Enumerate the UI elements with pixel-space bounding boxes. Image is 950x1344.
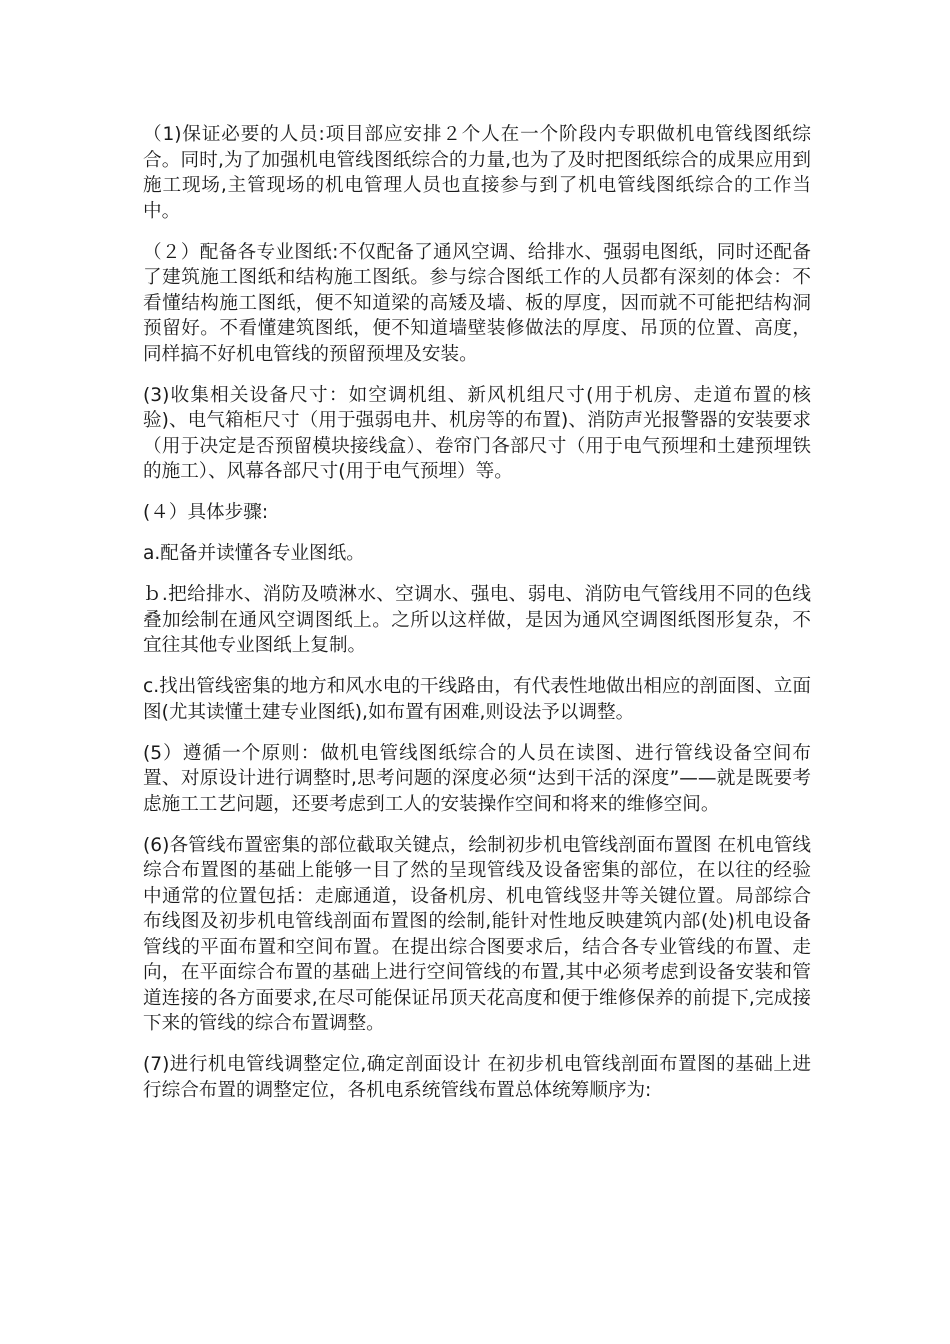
- paragraph-principle: (5）遵循一个原则：做机电管线图纸综合的人员在读图、进行管线设备空间布置、对原设计进行调整时,思考问题的深度必须“达到干活的深度”——就是既要考虑施工工艺问题，还要考虑到工人的安装操作空间和将来的维修空间。: [143, 742, 811, 815]
- paragraph-step-b: ｂ.把给排水、消防及喷淋水、空调水、强电、弱电、消防电气管线用不同的色线叠加绘制在通风空调图纸上。之所以这样做，是因为通风空调图纸图形复杂，不宜往其他专业图纸上复制。: [143, 584, 811, 656]
- paragraph-positioning: (7)进行机电管线调整定位,确定剖面设计 在初步机电管线剖面布置图的基础上进行综合布置的调整定位，各机电系统管线布置总体统筹顺序为:: [143, 1054, 811, 1101]
- paragraph-step-a: a.配备并读懂各专业图纸。: [143, 543, 365, 564]
- paragraph-drawings: （２）配备各专业图纸:不仅配备了通风空调、给排水、强弱电图纸，同时还配备了建筑施工图纸和结构施工图纸。参与综合图纸工作的人员都有深刻的体会：不看懂结构施工图纸，便不知道梁的高矮及墙、板的厚度，因而就不可能把结构洞预留好。不看懂建筑图纸，便不知道墙壁装修做法的厚度、吊顶的位置、高度，同样搞不好机电管线的预留预埋及安装。: [143, 241, 811, 365]
- paragraph-equipment-sizes: (3)收集相关设备尺寸：如空调机组、新风机组尺寸(用于机房、走道布置的核验)、电气箱柜尺寸（用于强弱电井、机房等的布置)、消防声光报警器的安装要求（用于决定是否预留模块接线盒）、卷帘门各部尺寸（用于电气预埋和土建预埋铁的施工）、风幕各部尺寸(用于电气预埋）等。: [143, 384, 811, 482]
- document-page: [143, 122, 811, 1119]
- paragraph-step-c: c.找出管线密集的地方和风水电的干线路由，有代表性地做出相应的剖面图、立面图(尤其读懂土建专业图纸),如布置有困难,则设法予以调整。: [143, 676, 811, 723]
- paragraph-personnel: （1)保证必要的人员:项目部应安排２个人在一个阶段内专职做机电管线图纸综合。同时,为了加强机电管线图纸综合的力量,也为了及时把图纸综合的成果应用到施工现场,主管现场的机电管理人员也直接参与到了机电管线图纸综合的工作当中。: [143, 124, 811, 222]
- paragraph-key-points: (6)各管线布置密集的部位截取关键点，绘制初步机电管线剖面布置图 在机电管线综合布置图的基础上能够一目了然的呈现管线及设备密集的部位，在以往的经验中通常的位置包括：走廊通道，设备机房、机电管线竖井等关键位置。局部综合布线图及初步机电管线剖面布置图的绘制,能针对性地反映建筑内部(处)机电设备管线的平面布置和空间布置。在提出综合图要求后，结合各专业管线的布置、走向，在平面综合布置的基础上进行空间管线的布置,其中必须考虑到设备安装和管道连接的各方面要求,在尽可能保证吊顶天花高度和便于维修保养的前提下,完成接下来的管线的综合布置调整。: [143, 834, 811, 1034]
- paragraph-steps-heading: (４）具体步骤:: [143, 502, 269, 523]
